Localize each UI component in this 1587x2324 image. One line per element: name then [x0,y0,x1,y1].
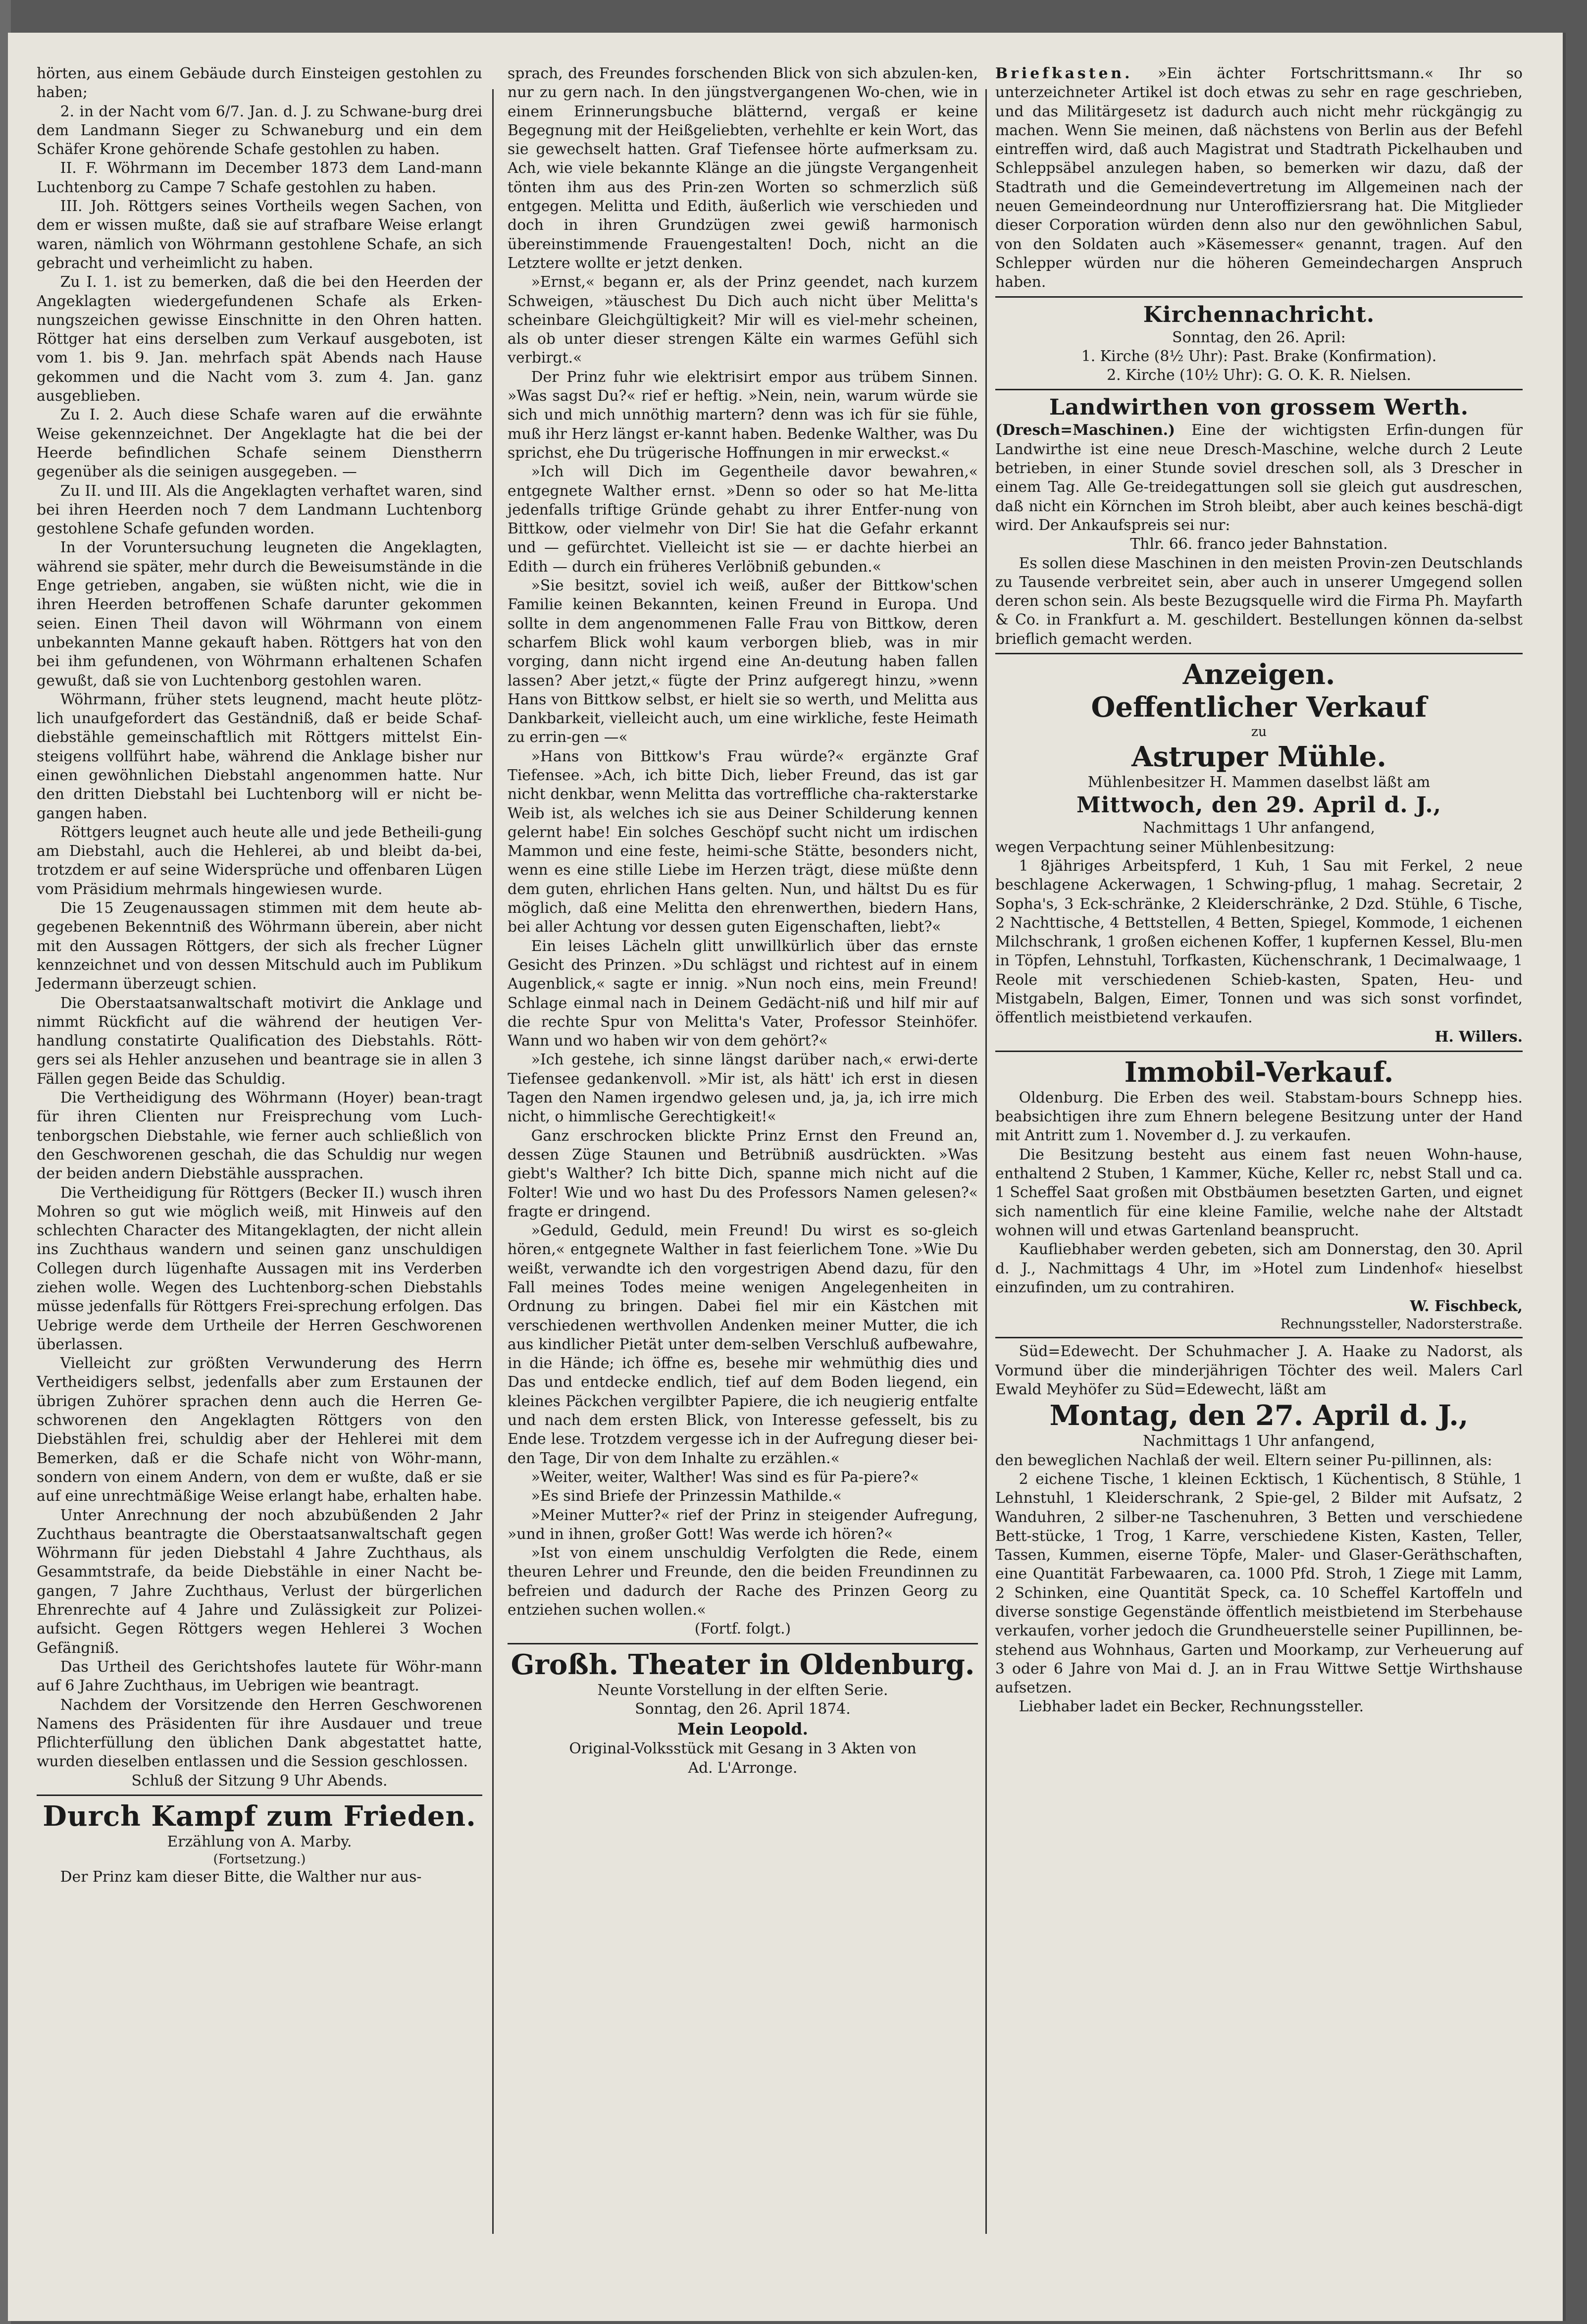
theater-line: Sonntag, den 26. April 1874. [635,1700,851,1718]
divider [995,296,1523,298]
paragraph: »Meiner Mutter?« rief der Prinz in steigender Aufregung, »und in ihnen, großer Gott! Was werde ich hören?« [508,1506,978,1543]
sale-heading: Oeffentlicher Verkauf [1091,691,1427,724]
closing-line: Schluß der Sitzung 9 Uhr Abends. [131,1772,388,1790]
immobil-signature-title: Rechnungssteller, Nadorsterstraße. [1280,1317,1523,1332]
paragraph: »Ernst,« begann er, als der Prinz geendet, nach kurzem Schweigen, »täuschest Du Dich auch nicht über Melitta's scheinbare Gleichgültigkeit? Mir will es viel-mehr scheinen, als ob unter dieser strengen Kälte ein warmes Gefühl sich verbirgt.« [508,273,978,367]
paragraph: »Ich gestehe, ich sinne längst darüber nach,« erwi-derte Tiefensee gedankenvoll. »Mir ist, als hätt' ich erst in diesen Tagen den Namen irgendwo gelesen und, ja, ja, ich irre mich nicht, o himmlische Gerechtigkeit!« [508,1051,978,1126]
sale-signature: H. Willers. [1434,1028,1523,1046]
paragraph: Unter Anrechnung der noch abzubüßenden 2 Jahr Zuchthaus beantragte die Oberstaatsanwaltschaft gegen Wöhrmann für jeden Diebstahl 4 Jahre Zuchthaus, als Gesammtstrafe, da beide Diebstähle in einer Nacht be-gangen, 7 Jahre Zuchthaus, Verlust der bürgerlichen Ehrenrechte auf 4 Jahre und Zulässigkeit zur Polizei-aufsicht. Gegen Röttgers wegen Hehlerei 3 Wochen Gefängniß. [37,1506,482,1657]
sale-line: Nachmittags 1 Uhr anfangend, [1143,819,1375,837]
briefkasten-heading: Briefkasten. [995,65,1133,82]
kirchen-heading: Kirchennachricht. [1143,302,1375,327]
paragraph: sprach, des Freundes forschenden Blick von sich abzulen-ken, nur zu gern nach. In den jüngstvergangenen Wo-chen, wie in einem Erinnerungsbuche blätternd, vergaß er keine Begegnung mit der Heißgeliebten, verhehlte er kein Wort, das sie gewechselt hatten. Graf Tiefensee hörte aufmerksam zu. Ach, wie viele bekannte Klänge an die jüngste Vergangenheit tönten ihm aus des Prin-zen Worten so schmerzlich süß entgegen. Melitta und Edith, äußerlich wie verschieden und doch in ihren Grundzügen zwei gewiß harmonisch übereinstimmende Frauengestalten! Doch, nicht an die Letztere wollte er jetzt denken. [508,65,978,272]
sale-date: Mittwoch, den 29. April d. J., [1076,792,1441,818]
paragraph: Die Vertheidigung für Röttgers (Becker II.) wusch ihren Mohren so gut wie möglich weiß, mit Hinweis auf den schlechten Character des Mitangeklagten, der nicht allein ins Zuchthaus wandern und seinen ganz unschuldigen Collegen durch lügenhafte Aussagen mit ins Verderben ziehen wolle. Wegen des Luchtenborg-schen Diebstahls müsse jedenfalls für Röttgers Frei-sprechung erfolgen. Das Uebrige werde dem Urtheile der Herren Geschworenen überlassen. [37,1184,482,1353]
paragraph: Zu I. 1. ist zu bemerken, daß die bei den Heerden der Angeklagten wiedergefundenen Schafe als Erken-nungszeichen gewisse Einschnitte in den Ohren hatten. Röttger hat eins derselben zum Verkauf ausgeboten, ist vom 1. bis 9. Jan. mehrfach spät Abends nach Hause gekommen und die Nacht vom 3. zum 4. Jan. ganz ausgeblieben. [37,273,482,405]
column-2 [508,64,978,1778]
paragraph: »Sie besitzt, soviel ich weiß, außer der Bittkow'schen Familie keinen Bekannten, keinen Freund in Europa. Und sollte in dem angenommenen Falle Frau von Bittkow, deren scharfem Blick wohl kaum verborgen blieb, was in mir vorging, dann nicht irgend eine An-deutung haben fallen lassen? Aber jetzt,« fügte der Prinz aufgeregt hinzu, »wenn Hans von Bittkow selbst, er hielt sie so werth, und Melitta aus Dankbarkeit, vielleicht auch, um eine wirkliche, feste Heimath zu errin-gen —« [508,577,978,746]
divider [995,653,1523,654]
landwirthen-text2: Es sollen diese Maschinen in den meisten Provin-zen Deutschlands zu Tausende verbreitet sein, aber auch in unserer Umgegend sollen deren schon sein. Als beste Bezugsquelle wird die Firma Ph. Mayfarth & Co. in Frankfurt a. M. geschildert. Bestellungen können da-selbst brieflich gemacht werden. [995,554,1523,648]
divider [508,1643,978,1644]
paragraph: »Geduld, Geduld, mein Freund! Du wirst es so-gleich hören,« entgegnete Walther in fast feierlichem Tone. »Wie Du weißt, verwandte ich den vorgestrigen Abend dazu, für den Fall meines Todes meine wenigen Angelegenheiten in Ordnung zu bringen. Dabei fiel mir ein Kästchen mit verschiedenen werthvollen Andenken meiner Mutter, die ich aus kindlicher Pietät unter dem-selben Verschluß aufbewahre, in die Hände; ich öffne es, besehe mir wehmüthig dies und Das und entdecke endlich, tief auf dem Boden liegend, ein kleines Päckchen vergilbter Papiere, die ich neugierig entfalte und nach dem ersten Blick, von Interesse gefesselt, bis zu Ende lese. Trotzdem vergesse ich in der Aufregung dieser bei-den Tage, Dir von dem Inhalte zu erzählen.« [508,1222,978,1467]
divider [37,1795,482,1796]
paragraph: »Ist von einem unschuldig Verfolgten die Rede, einem theuren Lehrer und Freunde, den die beiden Freundinnen zu befreien und dadurch der Rache des Prinzen Georg zu entziehen suchen wollen.« [508,1544,978,1619]
paragraph: III. Joh. Röttgers seines Vortheils wegen Sachen, von dem er wissen mußte, daß sie auf strafbare Weise erlangt waren, nämlich von Wöhrmann gestohlene Schafe, an sich gebracht und verheimlicht zu haben. [37,198,482,272]
paragraph: In der Voruntersuchung leugneten die Angeklagten, während sie später, mehr durch die Beweisumstände in die Enge getrieben, angaben, sie wüßten nicht, wie die in ihren Heerden betroffenen Schafe darunter gekommen seien. Einen Theil davon will Wöhrmann von einem unbekannten Manne gekauft haben. Röttgers hat von den bei ihm gefundenen, von Wöhrmann erhaltenen Schafen gewußt, daß sie von Luchtenborg gestohlen waren. [37,539,482,689]
kirchen-line: 1. Kirche (8½ Uhr): Past. Brake (Konfirmation). [1081,347,1437,365]
paragraph: Die Vertheidigung des Wöhrmann (Hoyer) bean-tragt für ihren Clienten nur Freisprechung vom Luch-tenborgschen Diebstahle, wie ferner auch schließlich von den Geschworenen geschah, die das Schuldig nur wegen der beiden andern Diebstähle aussprachen. [37,1089,482,1183]
continued-note: (Fortf. folgt.) [694,1620,791,1638]
column-rule-2 [985,89,987,2234]
sale-place: Astruper Mühle. [1131,740,1386,774]
immobil-heading: Immobil-Verkauf. [1124,1056,1394,1089]
landwirthen-text: Eine der wichtigsten Erfin-dungen für Landwirthe ist eine neue Dresch-Maschine, welche durch 2 Leute betrieben, in einer Stunde soviel dreschen soll, als 3 Drescher in einem Tag. Alle Ge-treidegattungen soll sie gleich gut ausdreschen, daß nicht ein Körnchen im Stroh bleibt, aber auch keines beschä-digt wird. Der Ankaufspreis sei nur: [995,422,1523,534]
paragraph: »Weiter, weiter, Walther! Was sind es für Pa-piere?« [531,1468,920,1486]
auction-text: den beweglichen Nachlaß der weil. Eltern seiner Pu-pillinnen, als: [995,1451,1492,1469]
paragraph: II. F. Wöhrmann im December 1873 dem Land-mann Luchtenborg zu Campe 7 Schafe gestohlen zu haben. [37,159,482,196]
landwirthen-heading: Landwirthen von grossem Werth. [1049,395,1469,421]
paragraph: hörten, aus einem Gebäude durch Einsteigen gestohlen zu haben; [37,65,482,102]
immobil-text: Oldenburg. Die Erben des weil. Stabstam-bours Schnepp hies. beabsichtigen ihre zum Ehnern belegene Besitzung unter der Hand mit Antritt zum 1. November d. J. zu verkaufen. [995,1089,1523,1145]
paragraph: 2. in der Nacht vom 6/7. Jan. d. J. zu Schwane-burg drei dem Landmann Sieger zu Schwaneburg und ein dem Schäfer Krone gehörende Schafe gestohlen zu haben. [37,103,482,158]
immobil-text: Die Besitzung besteht aus einem fast neuen Wohn-hause, enthaltend 2 Stuben, 1 Kammer, Küche, Keller rc, nebst Stall und ca. 1 Scheffel Saat großen mit Obstbäumen besetzten Garten, und eignet sich namentlich für eine kleine Familie, welche nahe der Altstadt wohnen will und etwas Gartenland beansprucht. [995,1146,1523,1239]
paragraph: Der Prinz fuhr wie elektrisirt empor aus trübem Sinnen. »Was sagst Du?« rief er heftig. »Nein, nein, warum würde sie sich und mich unnöthig martern? denn was ich für sie fühle, muß ihr Herz längst er-kannt haben. Bedenke Walther, was Du sprichst, ehe Du trügerische Hoffnungen in mir erweckst.« [508,368,978,462]
immobil-signature: W. Fischbeck, [1410,1298,1523,1316]
auction-text: Süd=Edewecht. Der Schuhmacher J. A. Haake zu Nadorst, als Vormund über die minderjährigen Töchter des weil. Malers Carl Ewald Meyhöfer zu Süd=Edewecht, läßt am [995,1343,1523,1399]
paragraph: »Hans von Bittkow's Frau würde?« ergänzte Graf Tiefensee. »Ach, ich bitte Dich, lieber Freund, das ist gar nicht denkbar, wenn Melitta das vortreffliche cha-rakterstarke Weib ist, als welches ich sie aus Deiner Schilderung kennen gelernt habe! Ein solches Geschöpf sucht nicht um irdischen Mammon und eine feste, heimi-sche Stätte, besonders nicht, wenn es eine stille Liebe im Herzen trägt, diese müßte denn dem guten, ehrlichen Hans gelten. Nun, und hältst Du es für möglich, daß eine Melitta den ehrenwerthen, biedern Hans, bei aller Achtung vor dessen guten Eigenschaften, liebt?« [508,747,978,936]
kirchen-line: 2. Kirche (10½ Uhr): G. O. K. R. Nielsen. [1107,367,1411,384]
auction-signature: Liebhaber ladet ein Becker, Rechnungssteller. [1019,1698,1364,1716]
briefkasten-text: »Ein ächter Fortschrittsmann.« Ihr so unterzeichneter Artikel ist doch etwas zu sehr en rage geschrieben, und das Militärgesetz ist dadurch auch nicht mehr rückgängig zu machen. Wenn Sie meinen, daß nächstens von Berlin aus der Befehl eintreffen wird, daß auch Magistrat und Stadtrath Pickelhauben und Schleppsäbel anzulegen haben, so bemerken wir dazu, daß der Stadtrath und die Gemeindevertretung im Allgemeinen nach der neuen Gemeindeordnung nur Unteroffiziersrang hat. Die Mitglieder dieser Corporation würden denn also nur den gewöhnlichen Sabul, von den Soldaten auch »Käsemesser« genannt, tragen. Auf den Schlepper würden nur die höheren Gemeindechargen Anspruch haben. [995,65,1523,291]
landwirthen-price: Thlr. 66. franco jeder Bahnstation. [1130,535,1388,553]
paragraph: Ein leises Lächeln glitt unwillkürlich über das ernste Gesicht des Prinzen. »Du schlägst und richtest auf in einem Augenblick,« sagte er innig. »Nun noch eins, mein Freund! Schlage einmal nach in Deinem Gedächt-niß und hilf mir auf die rechte Spur von Melitta's Vater, Professor Steinhöfer. Wann und wo haben wir von dem gehört?« [508,937,978,1050]
sale-zu: zu [1251,724,1267,740]
sale-items: 1 8jähriges Arbeitspferd, 1 Kuh, 1 Sau mit Ferkel, 2 neue beschlagene Ackerwagen, 1 Schwing-pflug, 1 mahag. Secretair, 2 Sopha's, 3 Eck-schränke, 2 Kleiderschränke, 2 Dzd. Stühle, 6 Tische, 2 Nachttische, 4 Bettstellen, 4 Betten, Spiegel, Kommode, 1 eichenen Milchschrank, 1 großen eichenen Koffer, 1 kupfernen Kessel, Blu-men in Töpfen, Lehnstuhl, Torfkasten, Küchenschrank, 1 Decimalwaage, 1 Reole mit verschiedenen Schieb-kasten, Spaten, Heu- und Mistgabeln, Balgen, Eimer, Tonnen und was sich sonst vorfindet, öffentlich meistbietend verkaufen. [995,857,1523,1027]
auction-line: Nachmittags 1 Uhr anfangend, [1143,1432,1375,1450]
column-rule-1 [492,89,494,2234]
paragraph: Röttgers leugnet auch heute alle und jede Betheili-gung am Diebstahl, auch die Hehlerei, ab und bleibt da-bei, trotzdem er auf seine Widersprüche und offenbaren Lügen vom Präsidium mehrmals hingewiesen wurde. [37,823,482,898]
theater-line: Neunte Vorstellung in der elften Serie. [597,1681,888,1699]
landwirthen-sub: (Dresch=Maschinen.) [995,422,1176,439]
paragraph: Das Urtheil des Gerichtshofes lautete für Wöhr-mann auf 6 Jahre Zuchthaus, im Uebrigen wie beantragt. [37,1658,482,1695]
theater-title: Großh. Theater in Oldenburg. [511,1648,975,1681]
paragraph: Zu II. und III. Als die Angeklagten verhaftet waren, sind bei ihren Heerden noch 7 dem Landmann Luchtenborg gestohlene Schafe gefunden worden. [37,482,482,538]
theater-line: Original-Volksstück mit Gesang in 3 Akten von [569,1740,917,1758]
paragraph: »Ich will Dich im Gegentheile davor bewahren,« entgegnete Walther ernst. »Denn so oder so hat Me-litta jedenfalls triftige Gründe gehabt zu ihrer Entfer-nung von Bittkow, oder vielmehr von Dir! Sie hat die Gefahr erkannt und — gefürchtet. Vielleicht ist sie — er dachte hierbei an Edith — durch ein früheres Verlöbniß gebunden.« [508,463,978,576]
auction-items: 2 eichene Tische, 1 kleinen Ecktisch, 1 Küchentisch, 8 Stühle, 1 Lehnstuhl, 1 Kleiderschrank, 2 Spie-gel, 2 Bilder mit Aufsatz, 2 Wanduhren, 2 silber-ne Taschenuhren, 3 Betten und verschiedene Bett-stücke, 1 Trog, 1 Karre, verschiedene Kisten, Kasten, Teller, Tassen, Kummen, eiserne Töpfe, Maler- und Glaser-Geräthschaften, eine Quantität Farbewaaren, ca. 1000 Pfd. Stroh, 1 Ziege mit Lamm, 2 Schinken, eine Quantität Speck, ca. 10 Scheffel Kartoffeln und diverse sonstige Gegenstände öffentlich meistbietend im Sterbehause verkaufen, vorher jedoch die Grundheuerstelle seiner Pupillinnen, be-stehend aus Wohnhaus, Garten und Moorkamp, zur Verheuerung auf 3 oder 6 Jahre von Mai d. J. an in Frau Wittwe Settje Wirthshause aufsetzen. [995,1470,1523,1697]
immobil-text: Kaufliebhaber werden gebeten, sich am Donnerstag, den 30. April d. J., Nachmittags 4 Uhr, im »Hotel zum Lindenhof« hieselbst einzufinden, um zu contrahiren. [995,1241,1523,1296]
paragraph: Wöhrmann, früher stets leugnend, macht heute plötz-lich unaufgefordert das Geständniß, daß er beide Schaf-diebstähle gemeinschaftlich mit Röttgers mittelst Ein-steigens vollführt habe, während die Anklage bisher nur einen gewöhnlichen Diebstahl angenommen hatte. Nur den dritten Diebstahl bei Luchtenborg will er nicht be-gangen haben. [37,690,482,822]
divider [995,389,1523,390]
serial-subtitle: Erzählung von A. Marby. [167,1833,352,1851]
serial-continuation: (Fortsetzung.) [213,1852,306,1867]
paragraph: Ganz erschrocken blickte Prinz Ernst den Freund an, dessen Züge Staunen und Betrübniß ausdrückten. »Was giebt's Walther? Ich bitte Dich, spanne mich nicht auf die Folter! Wie und wo hast Du des Professors Namen gelesen?« fragte er dringend. [508,1127,978,1220]
column-1 [37,64,482,1887]
sale-line: Mühlenbesitzer H. Mammen daselbst läßt am [1087,774,1431,792]
theater-play: Mein Leopold. [677,1719,808,1739]
divider [995,1337,1523,1338]
sale-line: wegen Verpachtung seiner Mühlenbesitzung: [995,838,1335,856]
paragraph: Zu I. 2. Auch diese Schafe waren auf die erwähnte Weise gekennzeichnet. Der Angeklagte hat die bei der Heerde befindlichen Schafe seinem Dienstherrn gegenüber als die seinigen ausgegeben. — [37,406,482,481]
paragraph: Die Oberstaatsanwaltschaft motivirt die Anklage und nimmt Rückficht auf die während der heutigen Ver-handlung constatirte Qualification des Diebstahls. Rött-gers sei als Hehler anzusehen und beantrage sie in allen 3 Fällen gegen Beide das Schuldig. [37,994,482,1088]
paragraph: Die 15 Zeugenaussagen stimmen mit dem heute ab-gegebenen Bekenntniß des Wöhrmann überein, aber nicht mit den Aussagen Röttgers, der sich als frecher Lügner kennzeichnet und von dessen Mitschuld auch im Publikum Jedermann überzeugt schien. [37,899,482,993]
theater-line: Ad. L'Arronge. [688,1759,798,1777]
serial-title: Durch Kampf zum Frieden. [43,1800,476,1833]
anzeigen-heading: Anzeigen. [1182,658,1335,691]
auction-date: Montag, den 27. April d. J., [1049,1399,1469,1432]
column-3 [995,64,1523,1717]
kirchen-date: Sonntag, den 26. April: [1172,328,1346,346]
divider [995,1051,1523,1052]
paragraph: Vielleicht zur größten Verwunderung des Herrn Vertheidigers selbst, jedenfalls aber zum Erstaunen der übrigen Zuhörer sprachen denn auch die Herren Ge-schworenen den Angeklagten Röttgers von den Diebstählen frei, schuldig aber der Hehlerei mit dem Bemerken, daß er die Schafe nicht von Wöhr-mann, sondern von einem Andern, von dem er wußte, daß er sie auf eine unrechtmäßige Weise erlangt habe, erhalten habe. [37,1355,482,1505]
paragraph: Nachdem der Vorsitzende den Herren Geschworenen Namens des Präsidenten für ihre Ausdauer und treue Pflichterfüllung den üblichen Dank abgestattet hatte, wurden dieselben entlassen und die Session geschlossen. [37,1696,482,1771]
paragraph: Der Prinz kam dieser Bitte, die Walther nur aus- [60,1868,422,1886]
paragraph: »Es sind Briefe der Prinzessin Mathilde.« [531,1487,842,1505]
